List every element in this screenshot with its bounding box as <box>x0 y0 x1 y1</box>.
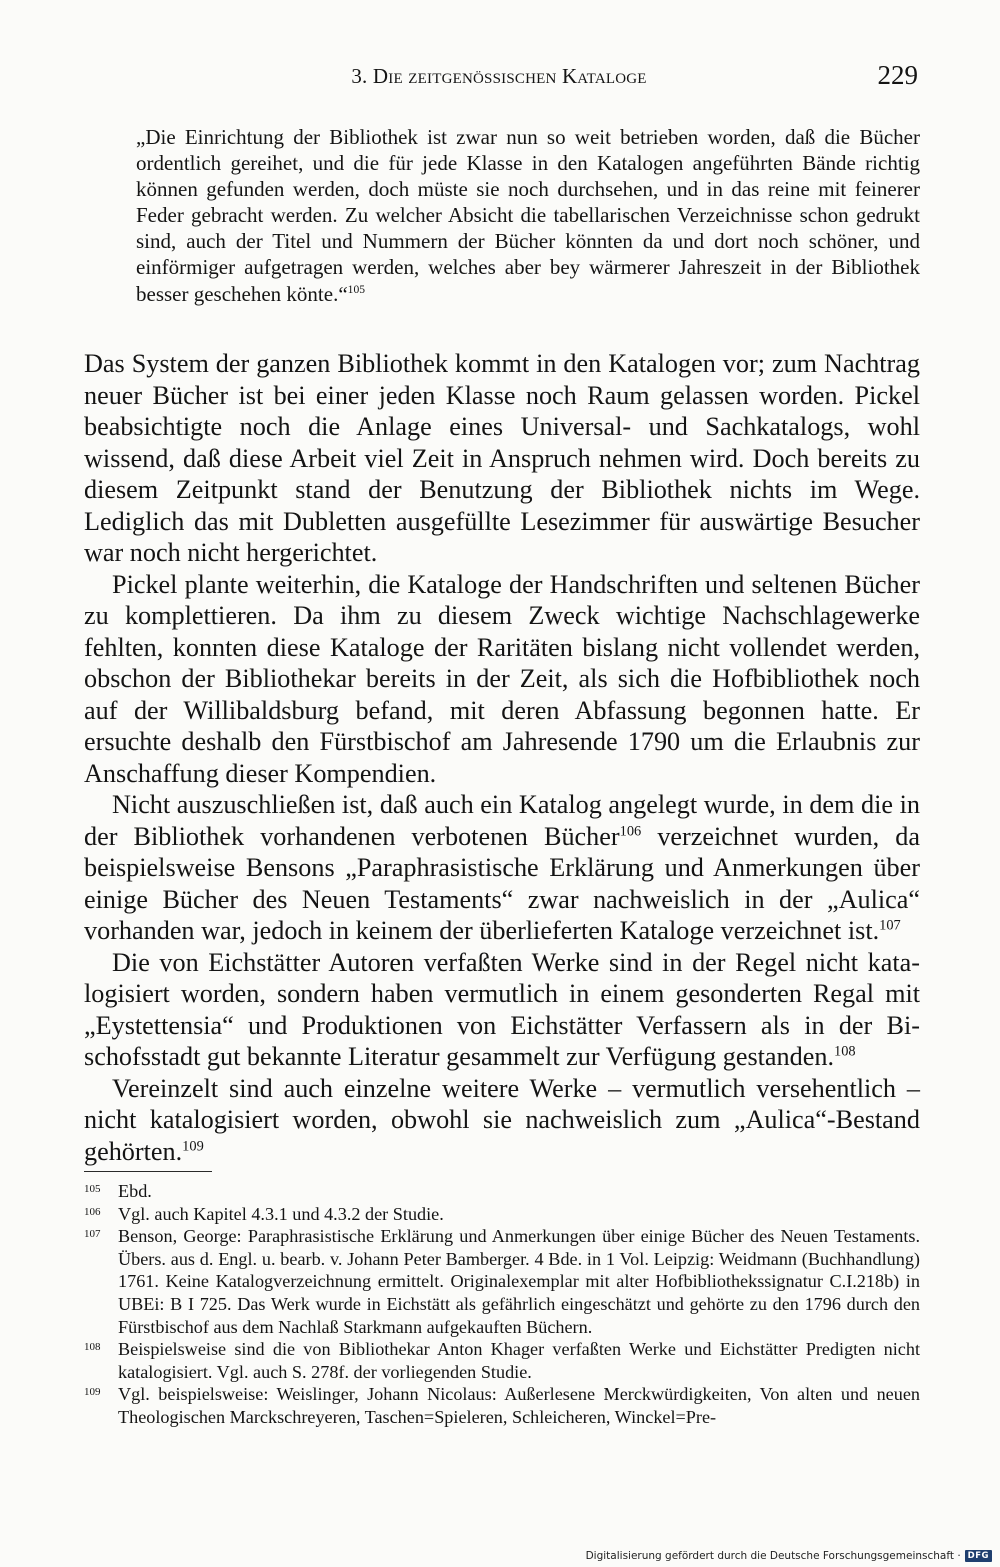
quote-text: „Die Einrichtung der Bibliothek ist zwar nun so weit betrieben worden, daß die Bücher ordentlich gereihet, und die für jede Klasse in den Katalogen angeführten Bände richtig können gefunden werden, doch müste sie noch durchsehen, und in das reine mit feinerer Feder gebracht werden. Zu welcher Absicht die tabellarischen Verzeichnisse schon gedrukt sind, auch der Titel und Nummern der Bücher könnten da und dort noch schöner, und einförmiger aufgetragen werden, welches aber bey wärmerer Jahreszeit in der Bibliothek besser geschehen könte.“ <box>136 125 920 306</box>
dfg-logo: DFG <box>965 1550 992 1562</box>
paragraph <box>84 947 920 1073</box>
paragraph-text: Vereinzelt sind auch einzelne weitere Werke – vermutlich versehentlich – nicht katalogisiert worden, obwohl sie nachweislich zum „Aulica“-Bestand gehörten. <box>84 1073 920 1166</box>
footnote-text: Benson, George: Paraphrasistische Erklärung und Anmerkungen über einige Bücher des Neuen Testaments. Übers. aus d. Engl. u. bearb. v. Johann Peter Bamberger. 4 Bde. in 1 Vol. Leipzig: Weidmann (Buchhandlung) 1761. Keine Katalogverzeichnung ermittelt. Originalexemplar mit alter Hofbibliothekssignatur C.I.218b) in UBEi: B I 725. Das Werk wurde in Eichstätt als gefährlich eingeschätzt und gehörte zu den 1796 durch den Fürstbischof aus dem Nachlaß Starkmann aufgekauften Büchern. <box>118 1226 920 1337</box>
paragraph <box>84 1073 920 1168</box>
footnote <box>84 1180 920 1203</box>
footnote-ref: 108 <box>834 1043 856 1060</box>
footnote-number: 109 <box>84 1386 101 1399</box>
footnote-text: Vgl. auch Kapitel 4.3.1 und 4.3.2 der Studie. <box>118 1203 444 1224</box>
footnote-number: 108 <box>84 1341 101 1354</box>
footnote-divider <box>84 1171 212 1172</box>
footnote-text: Beispielsweise sind die von Bibliothekar Anton Khager verfaßten Werke und Eichstätter Predigten nicht katalogisiert. Vgl. auch S. 278f. der vorliegenden Studie. <box>118 1339 920 1382</box>
chapter-title: Die zeitgenössischen Kataloge <box>372 64 647 88</box>
quote-paragraph <box>136 124 920 307</box>
footnote-text: Ebd. <box>118 1181 152 1201</box>
chapter-number: 3. <box>351 64 368 88</box>
paragraph: Das System der ganzen Bibliothek kommt in den Katalogen vor; zum Nachtrag neuer Bücher ist bei einer jeden Klasse noch Raum gelassen worden. Pickel beabsichtigte noch die Anlage eines Universal- und Sachkatalogs, wohl wissend, daß diese Arbeit viel Zeit in Anspruch nehmen wird. Doch bereits zu diesem Zeitpunkt stand der Benutzung der Bibliothek nichts im Wege. Lediglich das mit Dubletten ausgefüllte Lesezimmer für auswärtige Besucher war noch nicht hergerichtet. <box>84 349 920 567</box>
footnote-number: 105 <box>84 1183 101 1195</box>
running-header <box>80 56 918 96</box>
footnote <box>84 1338 920 1383</box>
paragraph-text: Die von Eichstätter Autoren verfaßten Werke sind in der Regel nicht katalogisiert worden, sondern haben vermutlich in einem gesonderten Regal mit „Eystettensia“ und Produktionen von Eichstätter Verfassern als in der Bischofsstadt gut bekannte Literatur gesammelt zur Verfügung gestanden. <box>84 947 920 1071</box>
footnote-ref: 105 <box>347 283 365 296</box>
paragraph-text: Nicht auszuschließen ist, daß auch ein Katalog angelegt wurde, in dem die in der Bibliothek vorhandenen verbotenen Bücher <box>84 790 920 851</box>
footnote-text: Vgl. beispielsweise: Weislinger, Johann Nicolaus: Außerlesene Merckwürdigkeiten, Von alten und neuen Theologischen Marckschreyeren, Taschen=Spieleren, Schleicheren, Winckel=Pre- <box>118 1384 920 1427</box>
digitization-credit <box>586 1550 992 1562</box>
credit-text: Digitalisierung gefördert durch die Deutsche Forschungsgemeinschaft · <box>585 1550 961 1562</box>
block-quote <box>136 124 920 307</box>
paragraph-text: verzeichnet wurden, da beispielsweise Bensons „Paraphrasistische Erklärung und Anmerkungen über einige Bücher des Neuen Testaments“ zwar nachweislich in der „Aulica“ vorhanden war, jedoch in keinem der überlieferten Kataloge verzeichnet ist. <box>84 821 920 945</box>
paragraph: Pickel plante weiterhin, die Kataloge der Handschriften und seltenen Bücher zu komplettieren. Da ihm zu diesem Zweck wichtige Nachschlagewerke fehlten, konnten diese Kataloge der Raritäten bislang nicht vollendet werden, obschon der Bibliothekar bereits in der Zeit, als sich die Hofbibliothek noch auf der Willibaldsburg befand, mit deren Abfassung begonnen hatte. Er ersuchte deshalb den Fürstbischof am Jahresende 1790 um die Erlaubnis zur Anschaffung dieser Kompendien. <box>84 569 920 788</box>
footnote <box>84 1225 920 1338</box>
footnote-number: 107 <box>84 1228 101 1241</box>
paragraph <box>84 789 920 947</box>
footnote <box>84 1383 920 1428</box>
page-number: 229 <box>877 60 918 90</box>
footnote <box>84 1203 920 1226</box>
main-text <box>84 348 920 1167</box>
footnote-ref: 107 <box>879 917 901 934</box>
footnote-ref: 106 <box>619 822 642 839</box>
footnote-number: 106 <box>84 1205 101 1218</box>
footnotes <box>84 1180 920 1429</box>
running-title <box>80 64 918 89</box>
footnote-ref: 109 <box>182 1137 204 1154</box>
